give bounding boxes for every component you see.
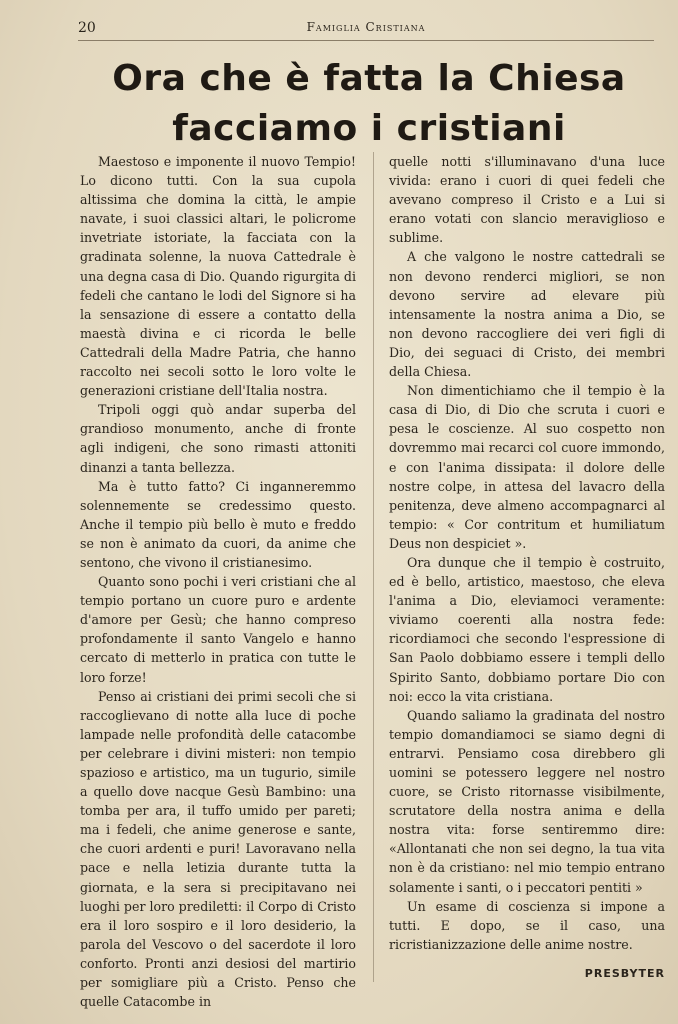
paragraph: Ora dunque che il tempio è costruito, ed è bello, artistico, maestoso, che eleva l'anima a Dio, eleviamoci veramente: viviamo coerenti alla nostra fede: ricordiamoci che secondo l'espressione di San Paolo dobbiamo essere i templi dello Spirito Santo, dobbiamo portare Dio con noi: ecco la vita cristiana. <box>389 554 665 704</box>
paragraph: Non dimentichiamo che il tempio è la casa di Dio, di Dio che scruta i cuori e pesa le coscienze. Al suo cospetto non dovremmo mai recarci col cuore immondo, e con l'anima dissipata: il dolore delle nostre colpe, in attesa del lavacro della penitenza, deve almeno accompagnarci al tempio: « Cor contritum et humiliatum Deus non despiciet ». <box>389 383 665 551</box>
running-head: Famiglia Cristiana <box>306 20 426 34</box>
article-title-line-2: facciamo i cristiani <box>172 108 566 149</box>
article-title <box>60 56 678 152</box>
paragraph: Maestoso e imponente il nuovo Tempio! Lo dicono tutti. Con la sua cupola altissima che domina la città, le ampie navate, i suoi classici altari, le policrome invetriate istoriate, la facciata con la gradinata solenne, la nuova Cattedrale è una degna casa di Dio. Quando rigurgita di fedeli che cantano le lodi del Signore si ha la sensazione di essere a contatto della maestà divina e ci ricorda le belle Cattedrali della Madre Patria, che hanno raccolto nei secoli sotto le loro volte le generazioni cristiane dell'Italia nostra. <box>80 154 356 399</box>
page-header <box>78 18 654 41</box>
right-column <box>389 152 665 982</box>
paragraph: Un esame di coscienza si impone a tutti. E dopo, se il caso, una ricristianizzazione delle anime nostre. <box>389 898 665 952</box>
paragraph: Quando saliamo la gradinata del nostro tempio domandiamoci se siamo degni di entrarvi. Pensiamo cosa direbbero gli uomini se potessero leggere nel nostro cuore, se Cristo ritornasse visibilmente, scrutatore della nostra anima e della nostra vita: forse sentiremmo dire: «Allontanati che non sei degno, la tua vita non è da cristiano: nel mio tempio entrano solamente i santi, o i peccatori pentiti » <box>389 707 665 895</box>
paragraph: Quanto sono pochi i veri cristiani che al tempio portano un cuore puro e ardente d'amore per Gesù; che hanno compreso profondamente il santo Vangelo e hanno cercato di metterlo in pratica con tutte le loro forze! <box>80 574 356 685</box>
paragraph: Ma è tutto fatto? Ci inganneremmo solennemente se credessimo questo. Anche il tempio più bello è muto e freddo se non è animato da cuori, da anime che sentono, che vivono il cristianesimo. <box>80 478 356 570</box>
left-column <box>80 152 357 1010</box>
page-number: 20 <box>78 20 96 36</box>
paragraph: A che valgono le nostre cattedrali se non devono renderci migliori, se non devono servire ad elevare più intensamente la nostra anima a Dio, se non devono raccogliere dei veri figli di Dio, dei seguaci di Cristo, dei membri della Chiesa. <box>389 249 665 380</box>
article-title-line-1: Ora che è fatta la Chiesa <box>112 58 626 99</box>
author-signature: PRESBYTER <box>584 966 665 980</box>
paragraph: Penso ai cristiani dei primi secoli che si raccoglievano di notte alla luce di poche lampade nelle profondità delle catacombe per celebrare i divini misteri: non tempio spazioso e artistico, ma un tugurio, simile a quello dove nacque Gesù Bambino: una tomba per ara, il tuffo umido per pareti; ma i fedeli, che anime generose e sante, che cuori ardenti e puri! Lavoravano nella pace e nella letizia durante tutta la giornata, e la sera si precipitavano nei luoghi per loro prediletti: il Corpo di Cristo era il loro sospiro e il loro desiderio, la parola del Vescovo o del sacerdote il loro conforto. Pronti anzi desiosi del martirio per somigliare più a Cristo. Penso che quelle Catacombe in <box>80 688 357 1010</box>
article-body <box>80 152 665 1010</box>
paragraph: quelle notti s'illuminavano d'una luce vivida: erano i cuori di quei fedeli che avevano compreso il Cristo e a Lui si erano votati con slancio meraviglioso e sublime. <box>389 154 665 246</box>
paragraph: Tripoli oggi quò andar superba del grandioso monumento, anche di fronte agli indigeni, che sono rimasti attoniti dinanzi a tanta bellezza. <box>80 402 356 475</box>
column-divider <box>373 152 374 982</box>
